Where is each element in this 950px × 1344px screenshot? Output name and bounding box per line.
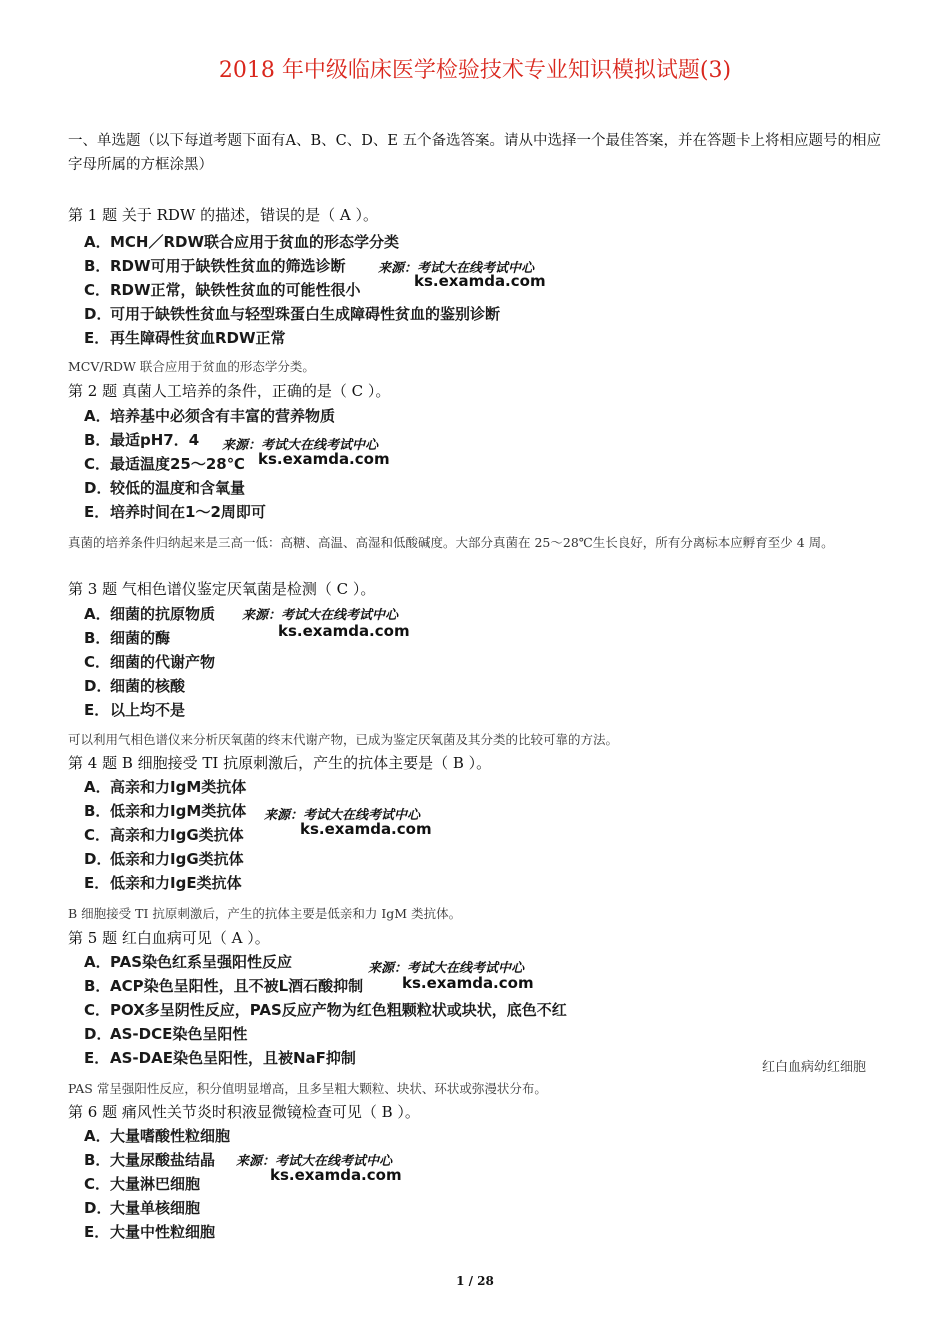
question-3-options: [84, 602, 215, 722]
option-d: D．细菌的核酸: [84, 677, 186, 695]
section-intro: 一、单选题（以下每道考题下面有A、B、C、D、E 五个备选答案。请从中选择一个最佳答案，并在答题卡上将相应题号的相应字母所属的方框涂黑）: [68, 133, 882, 173]
option-a: A．PAS染色红系呈强阳性反应: [84, 953, 293, 971]
option-a: A．高亲和力IgM类抗体: [84, 778, 247, 796]
option-a: A．MCH／RDW联合应用于贫血的形态学分类: [84, 233, 400, 251]
option-e: E．培养时间在1～2周即可: [84, 503, 266, 521]
document-title: 2018 年中级临床医学检验技术专业知识模拟试题(3): [218, 58, 732, 83]
question-3-explanation: 可以利用气相色谱仪来分析厌氧菌的终末代谢产物，已成为鉴定厌氧菌及其分类的比较可靠的方法。: [68, 732, 619, 747]
option-b: B．ACP染色呈阳性，且不被L酒石酸抑制: [84, 977, 364, 995]
option-a: A．培养基中必须含有丰富的营养物质: [84, 407, 336, 425]
watermark-site: ks.examda.com: [278, 622, 410, 640]
question-5-stem: 第 5 题 红白血病可见（ A ）。: [68, 929, 270, 947]
question-4-explanation: B 细胞接受 TI 抗原刺激后，产生的抗体主要是低亲和力 IgM 类抗体。: [68, 906, 462, 921]
question-5-explanation: PAS 常呈强阳性反应，积分值明显增高，且多呈粗大颗粒、块状、环状或弥漫状分布。: [68, 1081, 547, 1096]
question-1-options: [84, 230, 500, 350]
watermark-site: ks.examda.com: [402, 974, 534, 992]
option-e: E．以上均不是: [84, 701, 186, 719]
option-d: D．大量单核细胞: [84, 1199, 201, 1217]
side-note: 红白血病幼红细胞: [762, 1060, 867, 1075]
option-e: E．大量中性粒细胞: [84, 1223, 216, 1241]
option-d: D．低亲和力IgG类抗体: [84, 850, 244, 868]
watermark-site: ks.examda.com: [270, 1166, 402, 1184]
option-e: E．AS-DAE染色呈阳性，且被NaF抑制: [84, 1049, 356, 1067]
option-e: E．低亲和力IgE类抗体: [84, 874, 242, 892]
option-c: C．细菌的代谢产物: [84, 653, 216, 671]
option-b: B．RDW可用于缺铁性贫血的筛选诊断: [84, 257, 346, 275]
option-a: A．大量嗜酸性粒细胞: [84, 1127, 231, 1145]
watermark-site: ks.examda.com: [414, 272, 546, 290]
watermark-source: 来源：考试大在线考试中心: [236, 1154, 393, 1169]
option-d: D．较低的温度和含氧量: [84, 479, 246, 497]
option-c: C．RDW正常，缺铁性贫血的可能性很小: [84, 281, 361, 299]
option-c: C．最适温度25～28℃: [84, 455, 245, 473]
question-1-explanation: MCV/RDW 联合应用于贫血的形态学分类。: [68, 359, 315, 374]
option-b: B．低亲和力IgM类抗体: [84, 802, 247, 820]
watermark-source: 来源：考试大在线考试中心: [242, 608, 399, 623]
question-4-options: [84, 775, 246, 895]
watermark-source: 来源：考试大在线考试中心: [368, 961, 525, 976]
watermark-site: ks.examda.com: [300, 820, 432, 838]
option-d: D．可用于缺铁性贫血与轻型珠蛋白生成障碍性贫血的鉴别诊断: [84, 305, 501, 323]
option-e: E．再生障碍性贫血RDW正常: [84, 329, 286, 347]
option-b: B．细菌的酶: [84, 629, 171, 647]
option-b: B．大量尿酸盐结晶: [84, 1151, 216, 1169]
option-b: B．最适pH7．4: [84, 431, 200, 449]
question-1-stem: 第 1 题 关于 RDW 的描述，错误的是（ A ）。: [68, 206, 378, 224]
question-4-stem: 第 4 题 B 细胞接受 TI 抗原刺激后，产生的抗体主要是（ B ）。: [68, 754, 492, 772]
question-3-stem: 第 3 题 气相色谱仪鉴定厌氧菌是检测（ C ）。: [68, 580, 376, 598]
option-c: C．高亲和力IgG类抗体: [84, 826, 244, 844]
watermark-source: 来源：考试大在线考试中心: [378, 261, 535, 276]
question-2-explanation: 真菌的培养条件归纳起来是三高一低：高糖、高温、高湿和低酸碱度。大部分真菌在 25～28℃生长良好，所有分离标本应孵育至少 4 周。: [68, 535, 834, 550]
option-d: D．AS-DCE染色呈阳性: [84, 1025, 248, 1043]
question-2-stem: 第 2 题 真菌人工培养的条件，正确的是（ C ）。: [68, 382, 391, 400]
option-a: A．细菌的抗原物质: [84, 605, 216, 623]
watermark-site: ks.examda.com: [258, 450, 390, 468]
watermark-source: 来源：考试大在线考试中心: [222, 438, 379, 453]
option-c: C．大量淋巴细胞: [84, 1175, 201, 1193]
question-6-options: [84, 1124, 230, 1244]
question-6-stem: 第 6 题 痛风性关节炎时积液显微镜检查可见（ B ）。: [68, 1103, 420, 1121]
page-number: 1 / 28: [456, 1274, 494, 1288]
watermark-source: 来源：考试大在线考试中心: [264, 808, 421, 823]
option-c: C．POX多呈阴性反应，PAS反应产物为红色粗颗粒状或块状，底色不红: [84, 1001, 567, 1019]
